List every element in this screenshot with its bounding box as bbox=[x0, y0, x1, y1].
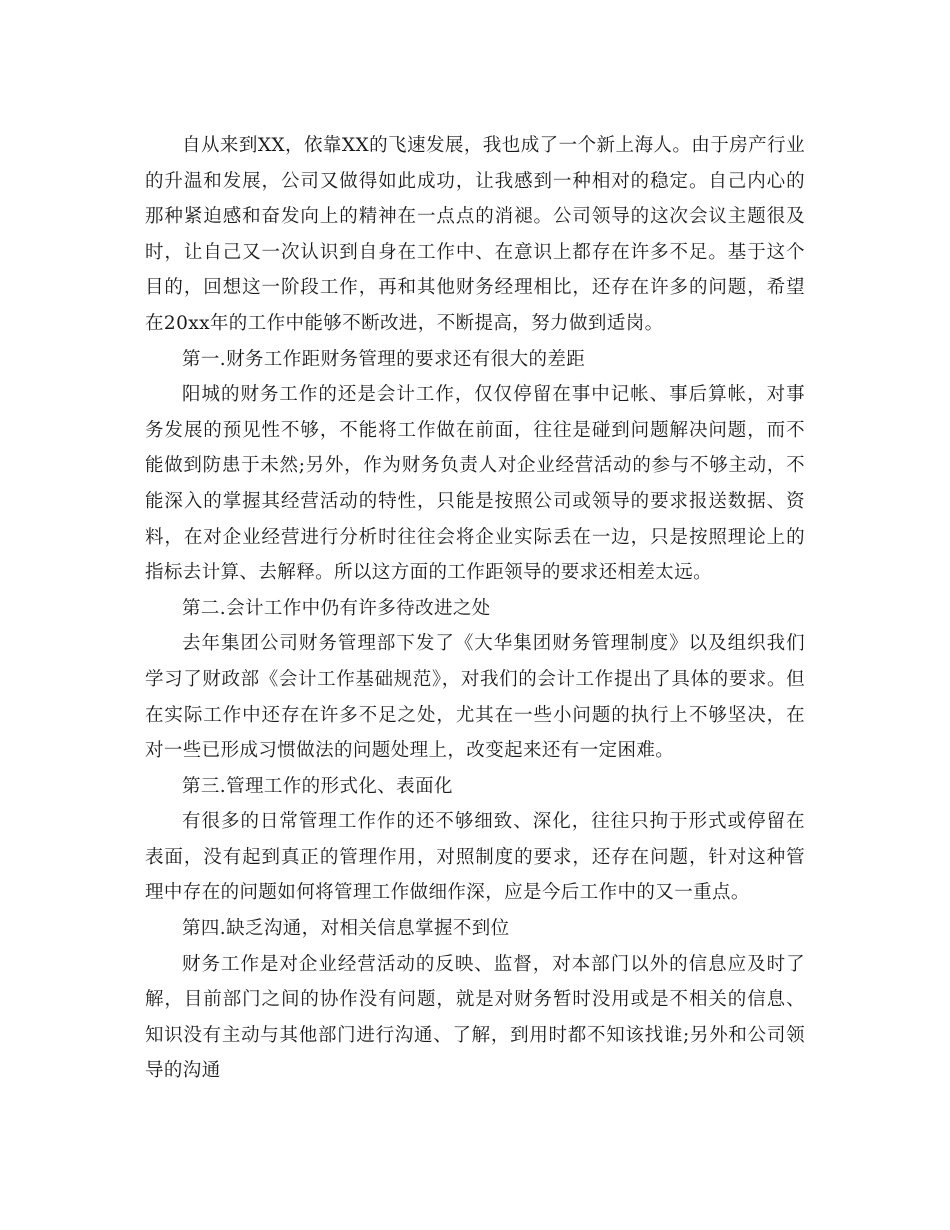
paragraph-section-3: 有很多的日常管理工作作的还不够细致、深化，往往只拘于形式或停留在表面，没有起到真正的管理作用，对照制度的要求，还存在问题，针对这种管理中存在的问题如何将管理工作做细作深，应是今后工作中的又一重点。 bbox=[145, 811, 805, 904]
section-heading-2: 第二.会计工作中仍有许多待改进之处 bbox=[182, 597, 491, 619]
section-heading-4: 第四.缺乏沟通，对相关信息掌握不到位 bbox=[182, 918, 510, 940]
section-heading-1: 第一.财务工作距财务管理的要求还有很大的差距 bbox=[182, 348, 586, 370]
paragraph-section-2: 去年集团公司财务管理部下发了《大华集团财务管理制度》以及组织我们学习了财政部《会计工作基础规范》，对我们的会计工作提出了具体的要求。但在实际工作中还存在许多不足之处，尤其在一些小问题的执行上不够坚决，在对一些已形成习惯做法的问题处理上，改变起来还有一定困难。 bbox=[145, 633, 805, 762]
section-heading-3: 第三.管理工作的形式化、表面化 bbox=[182, 775, 453, 797]
paragraph-section-1: 阳城的财务工作的还是会计工作，仅仅停留在事中记帐、事后算帐，对事务发展的预见性不够，不能将工作做在前面，往往是碰到问题解决问题，而不能做到防患于未然;另外，作为财务负责人对企业经营活动的参与不够主动，不能深入的掌握其经营活动的特性，只能是按照公司或领导的要求报送数据、资料，在对企业经营进行分析时往往会将企业实际丢在一边，只是按照理论上的指标去计算、去解释。所以这方面的工作距领导的要求还相差太远。 bbox=[145, 384, 805, 584]
document-body bbox=[145, 128, 805, 1089]
paragraph-intro: 自从来到XX，依靠XX的飞速发展，我也成了一个新上海人。由于房产行业的升温和发展，公司又做得如此成功，让我感到一种相对的稳定。自己内心的那种紧迫感和奋发向上的精神在一点点的消褪。公司领导的这次会议主题很及时，让自己又一次认识到自身在工作中、在意识上都存在许多不足。基于这个目的，回想这一阶段工作，再和其他财务经理相比，还存在许多的问题，希望在20xx年的工作中能够不断改进，不断提高，努力做到适岗。 bbox=[145, 135, 805, 334]
paragraph-section-4: 财务工作是对企业经营活动的反映、监督，对本部门以外的信息应及时了解，目前部门之间的协作没有问题，就是对财务暂时没用或是不相关的信息、知识没有主动与其他部门进行沟通、了解，到用时都不知该找谁;另外和公司领导的沟通 bbox=[145, 953, 805, 1082]
